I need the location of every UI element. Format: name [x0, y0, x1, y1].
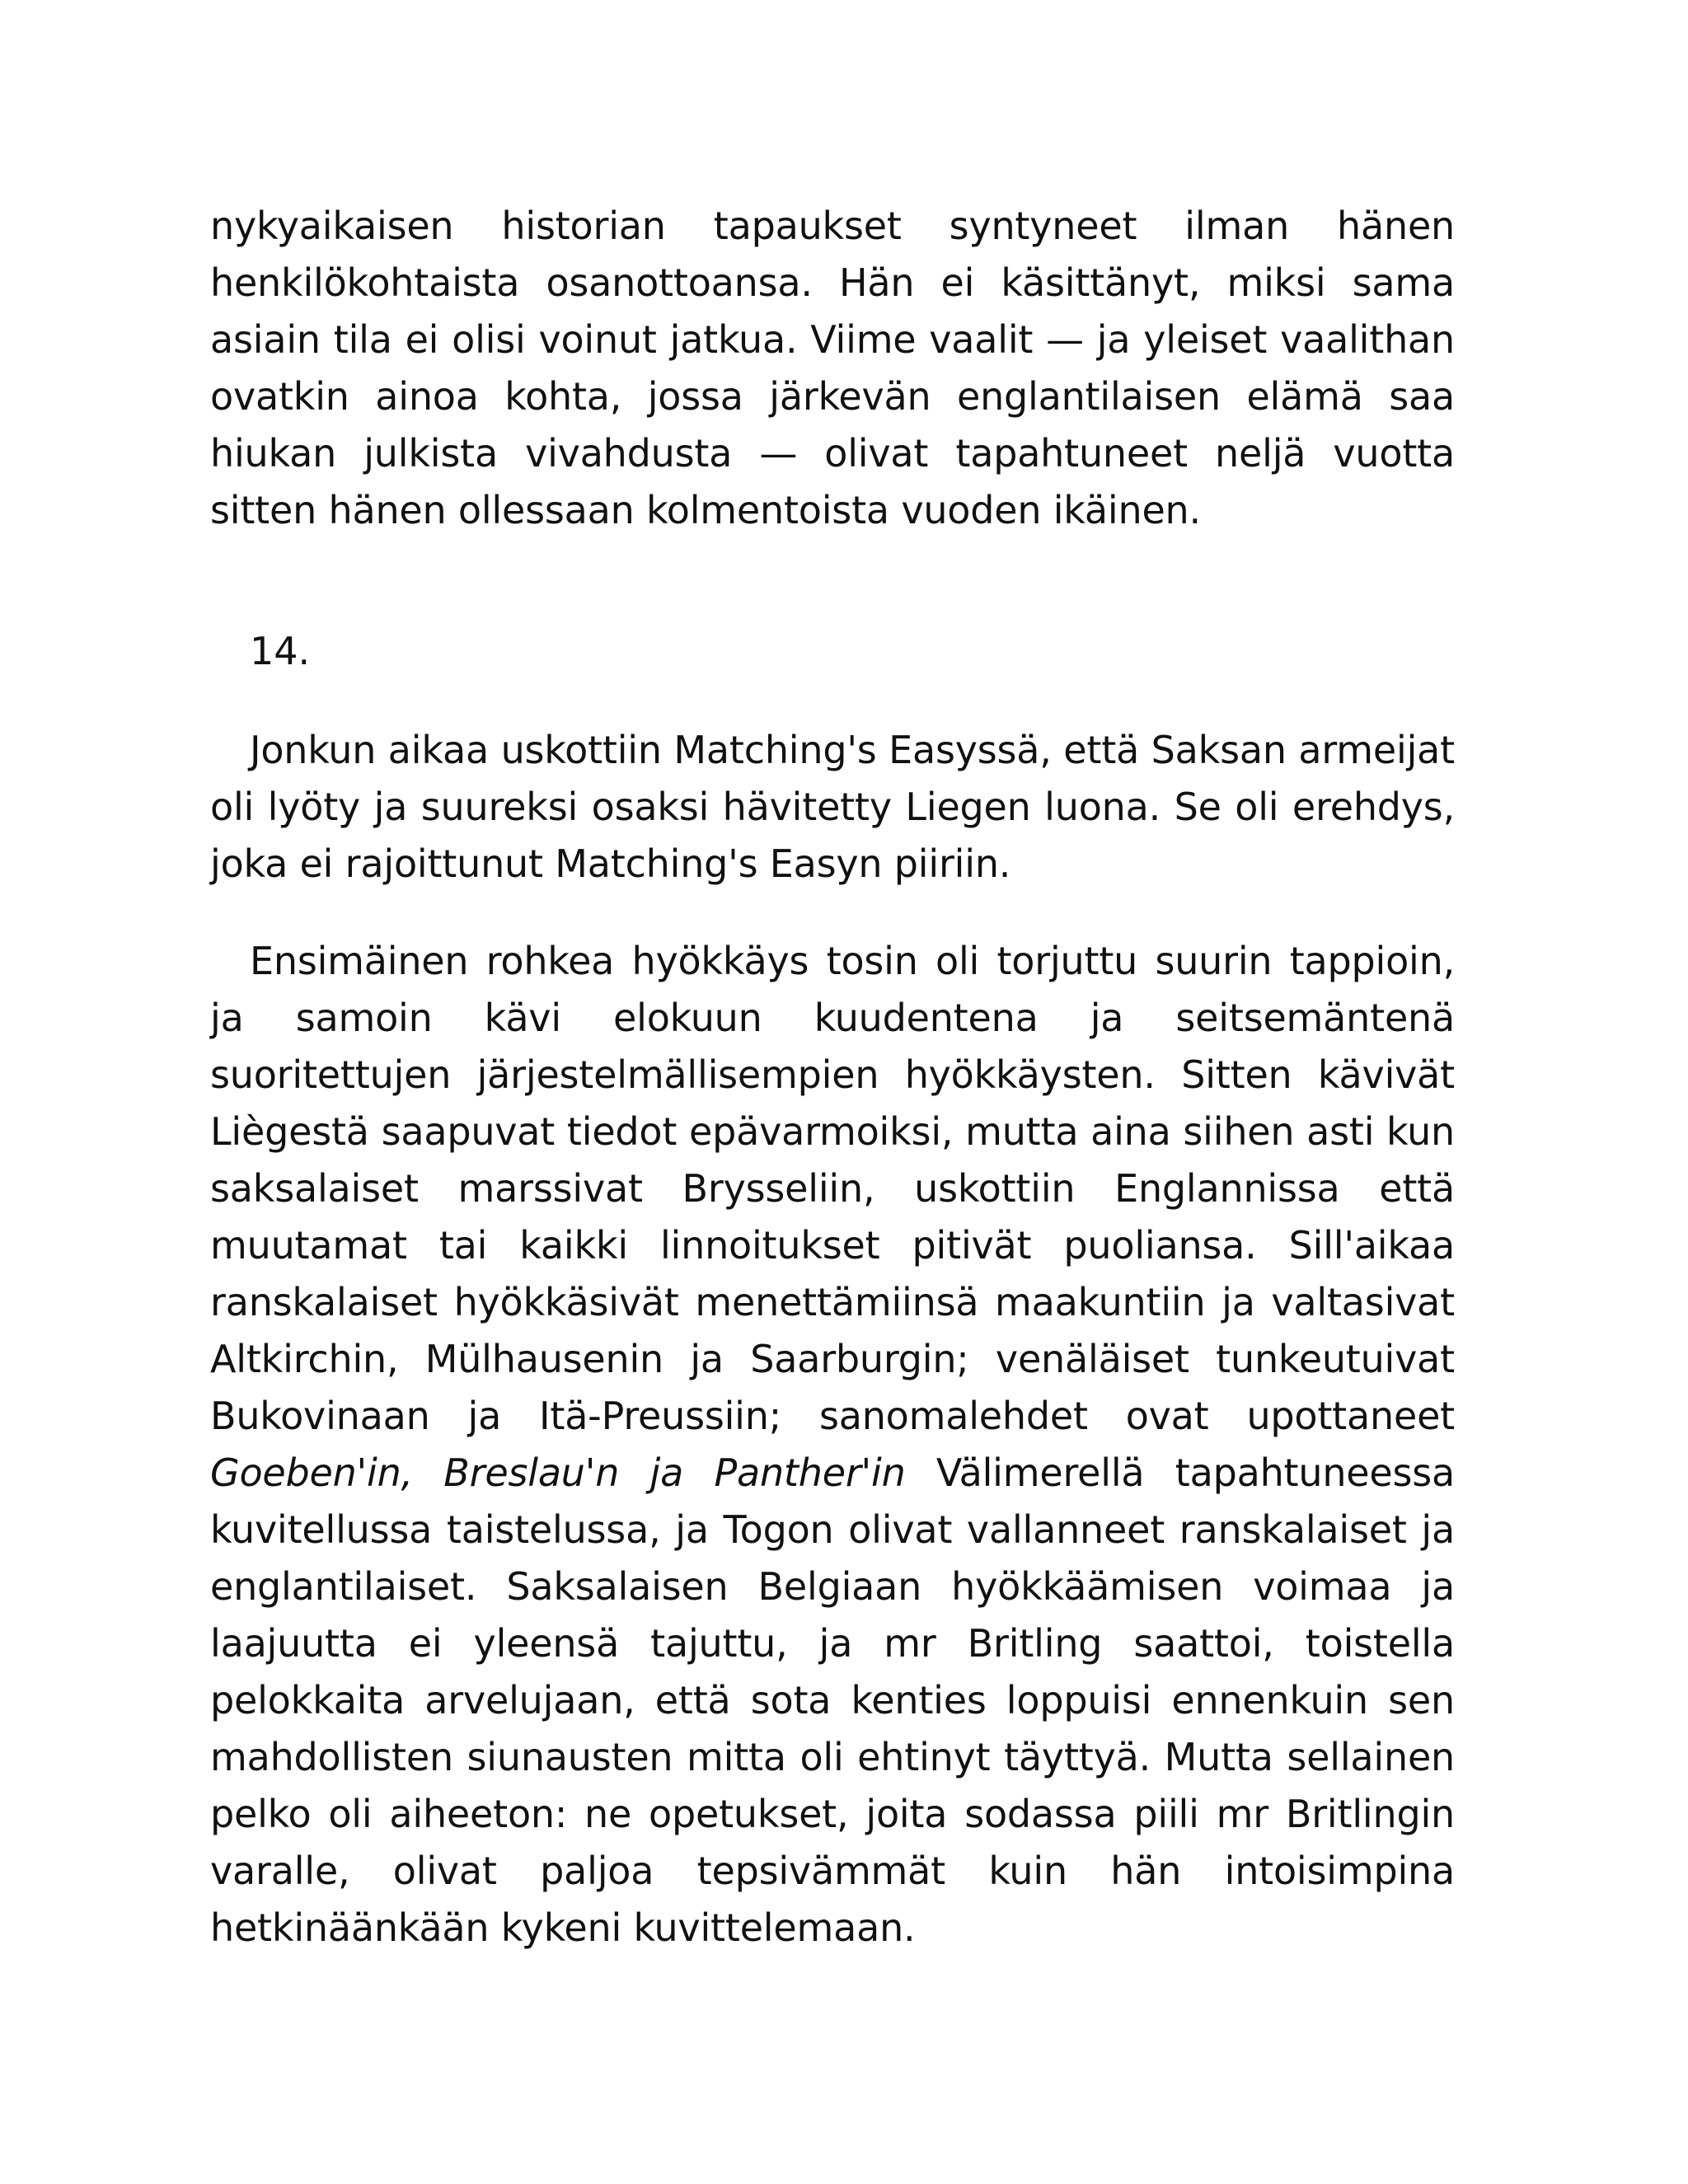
- ship-names-italic: Goeben'in, Breslau'n ja Panther'in: [210, 1451, 906, 1495]
- paragraph-2: [210, 933, 1455, 1957]
- paragraph-text: nykyaikaisen historian tapaukset syntyneet ilman hänen henkilökohtaista osanottoansa. Hän ei käsittänyt, miksi sama asiain tila ei olisi voinut jatkua. Viime vaalit — ja yleiset vaalithan ovatkin ainoa kohta, jossa järkevän englantilaisen elämä saa hiukan julkista vivahdusta — olivat tapahtuneet neljä vuotta sitten hänen ollessaan kolmentoista vuoden ikäinen.: [210, 204, 1455, 532]
- paragraph-text-part: Välimerellä tapahtuneessa kuvitellussa taistelussa, ja Togon olivat vallanneet ranskalaiset ja englantilaiset. Saksalaisen Belgiaan hyökkäämisen voimaa ja laajuutta ei yleensä tajuttu, ja mr Britling saattoi, toistella pelokkaita arvelujaan, että sota kenties loppuisi ennenkuin sen mahdollisten siunausten mitta oli ehtinyt täyttyä. Mutta sellainen pelko oli aiheeton: ne opetukset, joita sodassa piili mr Britlingin varalle, olivat paljoa tepsivämmät kuin hän intoisimpina hetkinäänkään kykeni kuvittelemaan.: [210, 1451, 1455, 1950]
- paragraph-text: [210, 933, 1455, 1957]
- chapter-heading: 14.: [250, 629, 311, 673]
- paragraph-text-part: Ensimäinen rohkea hyökkäys tosin oli torjuttu suurin tappioin, ja samoin kävi elokuun kuudentena ja seitsemäntenä suoritettujen järjestelmällisempien hyökkäysten. Sitten kävivät Liègestä saapuvat tiedot epävarmoiksi, mutta aina siihen asti kun saksalaiset marssivat Brysseliin, uskottiin Englannissa että muutamat tai kaikki linnoitukset pitivät puoliansa. Sill'aikaa ranskalaiset hyökkäsivät menettämiinsä maakuntiin ja valtasivat Altkirchin, Mülhausenin ja Saarburgin; venäläiset tunkeutuivat Bukovinaan ja Itä-Preussiin; sanomalehdet ovat upottaneet: [210, 939, 1455, 1438]
- paragraph-text: Jonkun aikaa uskottiin Matching's Easyssä, että Saksan armeijat oli lyöty ja suureksi osaksi hävitetty Liegen luona. Se oli erehdys, joka ei rajoittunut Matching's Easyn piiriin.: [210, 728, 1455, 886]
- paragraph-1: [210, 722, 1455, 893]
- paragraph-continued: [210, 198, 1455, 539]
